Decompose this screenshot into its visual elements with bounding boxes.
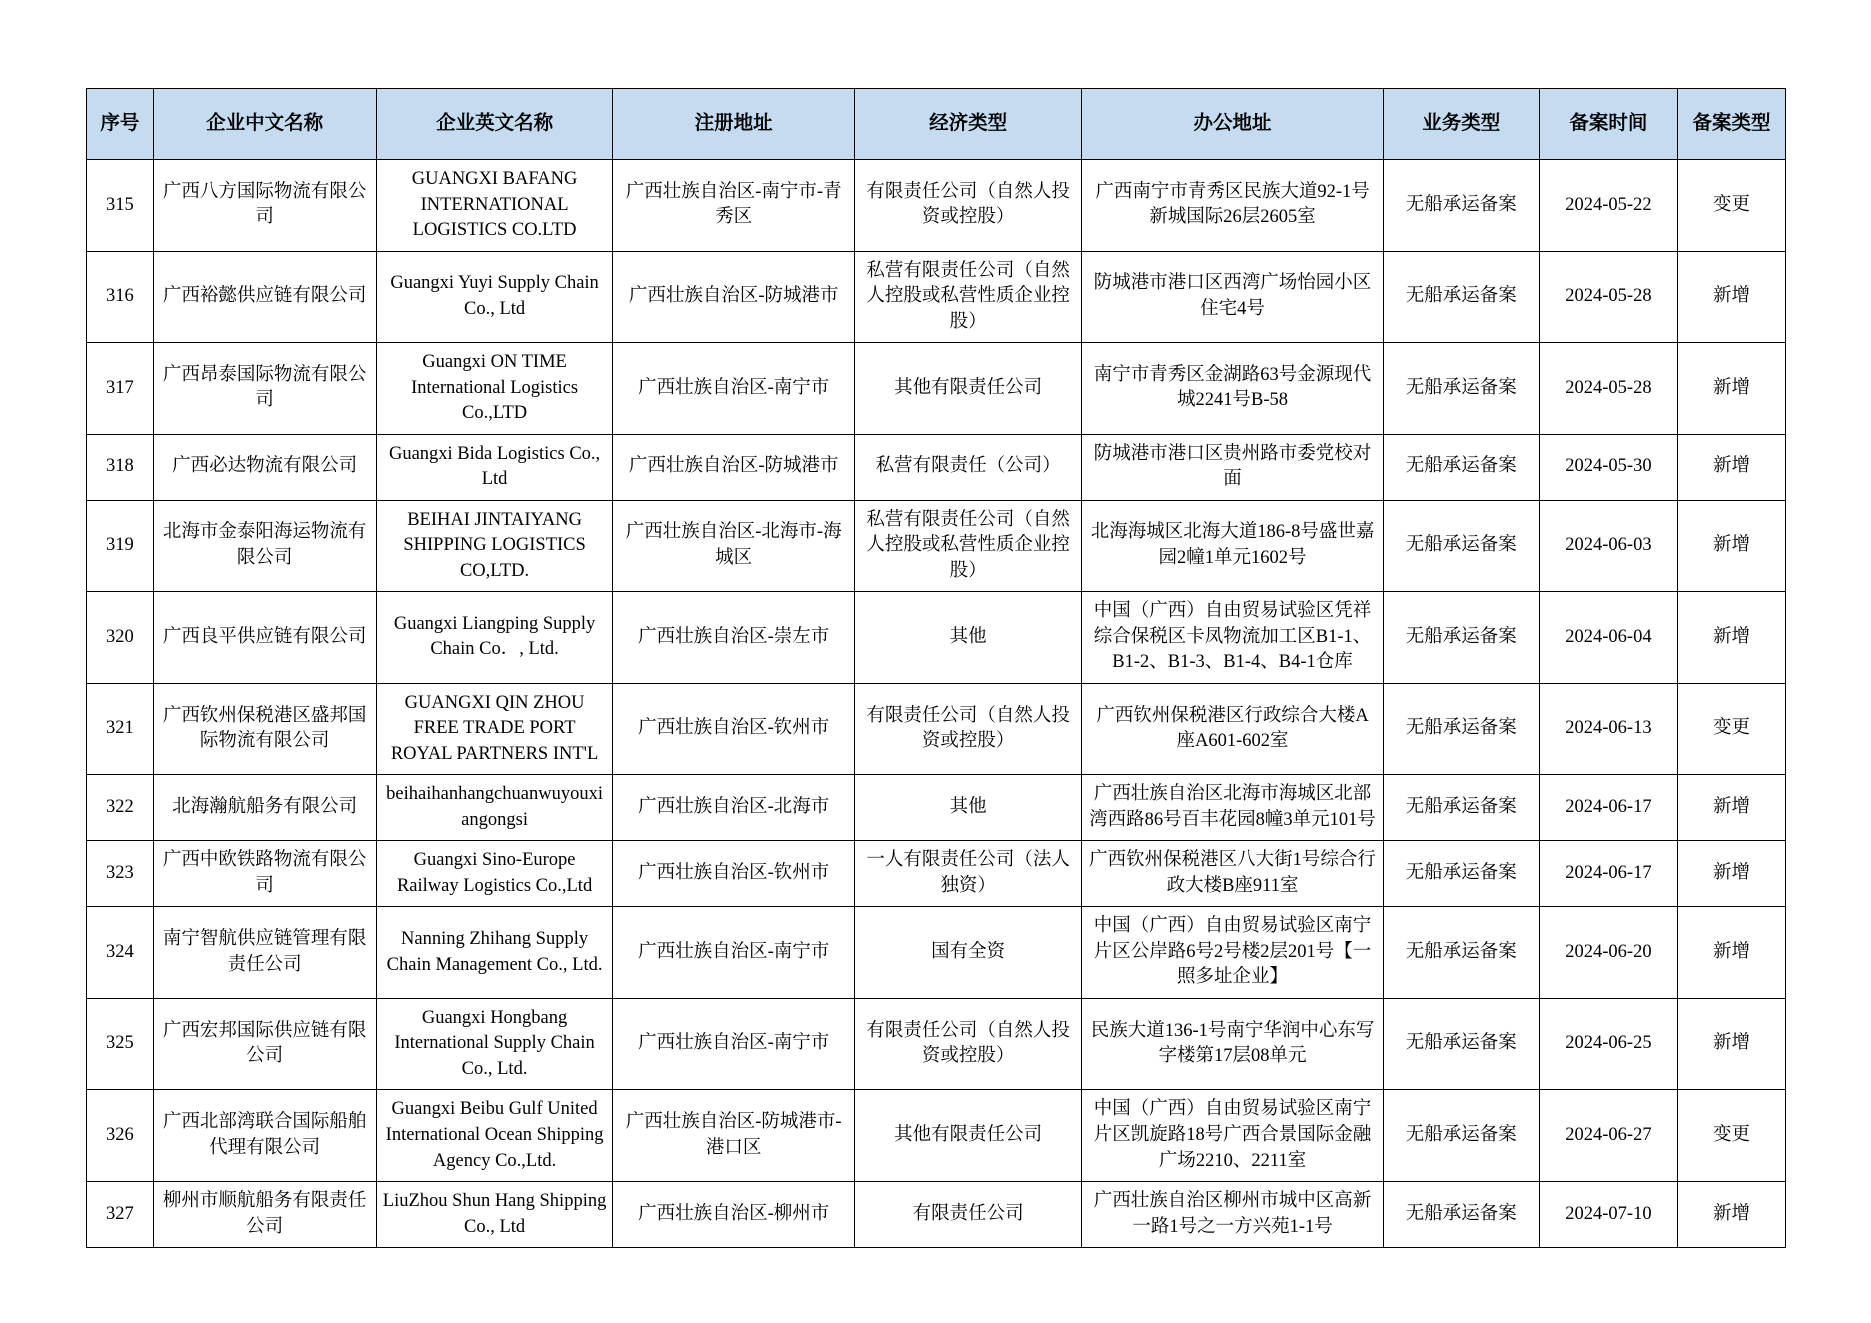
cell-name-cn: 北海瀚航船务有限公司 <box>153 775 376 841</box>
cell-name-cn: 北海市金泰阳海运物流有限公司 <box>153 500 376 592</box>
cell-reg-address: 广西壮族自治区-防城港市 <box>613 434 854 500</box>
cell-name-cn: 广西八方国际物流有限公司 <box>153 160 376 252</box>
cell-index: 321 <box>87 683 154 775</box>
cell-economic-type: 其他有限责任公司 <box>854 1090 1082 1182</box>
cell-name-cn: 广西北部湾联合国际船舶代理有限公司 <box>153 1090 376 1182</box>
column-header-index: 序号 <box>87 89 154 160</box>
cell-office-address: 防城港市港口区贵州路市委党校对面 <box>1082 434 1383 500</box>
cell-record-type: 新增 <box>1677 841 1785 907</box>
cell-name-cn: 广西必达物流有限公司 <box>153 434 376 500</box>
cell-economic-type: 一人有限责任公司（法人独资） <box>854 841 1082 907</box>
cell-record-type: 变更 <box>1677 1090 1785 1182</box>
cell-business-type: 无船承运备案 <box>1383 592 1539 684</box>
cell-reg-address: 广西壮族自治区-南宁市 <box>613 343 854 435</box>
cell-name-en: Guangxi ON TIME International Logistics Co.,LTD <box>376 343 613 435</box>
nvocc-records-table <box>86 88 1786 1248</box>
table-row <box>87 592 1786 684</box>
cell-name-cn: 广西裕懿供应链有限公司 <box>153 251 376 343</box>
table-row <box>87 251 1786 343</box>
cell-record-type: 变更 <box>1677 160 1785 252</box>
cell-reg-address: 广西壮族自治区-柳州市 <box>613 1182 854 1248</box>
cell-office-address: 广西南宁市青秀区民族大道92-1号新城国际26层2605室 <box>1082 160 1383 252</box>
column-header-office-address: 办公地址 <box>1082 89 1383 160</box>
cell-business-type: 无船承运备案 <box>1383 343 1539 435</box>
cell-office-address: 民族大道136-1号南宁华润中心东写字楼第17层08单元 <box>1082 998 1383 1090</box>
cell-record-type: 变更 <box>1677 683 1785 775</box>
cell-name-cn: 南宁智航供应链管理有限责任公司 <box>153 907 376 999</box>
cell-record-date: 2024-06-04 <box>1539 592 1677 684</box>
cell-office-address: 广西壮族自治区北海市海城区北部湾西路86号百丰花园8幢3单元101号 <box>1082 775 1383 841</box>
cell-name-cn: 广西中欧铁路物流有限公司 <box>153 841 376 907</box>
cell-office-address: 防城港市港口区西湾广场怡园小区住宅4号 <box>1082 251 1383 343</box>
cell-business-type: 无船承运备案 <box>1383 500 1539 592</box>
cell-index: 323 <box>87 841 154 907</box>
column-header-business-type: 业务类型 <box>1383 89 1539 160</box>
cell-index: 320 <box>87 592 154 684</box>
cell-record-type: 新增 <box>1677 343 1785 435</box>
cell-record-type: 新增 <box>1677 592 1785 684</box>
cell-record-date: 2024-05-28 <box>1539 343 1677 435</box>
cell-office-address: 北海海城区北海大道186-8号盛世嘉园2幢1单元1602号 <box>1082 500 1383 592</box>
cell-name-en: GUANGXI BAFANG INTERNATIONAL LOGISTICS CO.LTD <box>376 160 613 252</box>
table-row <box>87 841 1786 907</box>
table-row <box>87 775 1786 841</box>
table-row <box>87 500 1786 592</box>
cell-reg-address: 广西壮族自治区-南宁市 <box>613 907 854 999</box>
cell-record-type: 新增 <box>1677 500 1785 592</box>
cell-record-date: 2024-05-28 <box>1539 251 1677 343</box>
cell-name-cn: 广西钦州保税港区盛邦国际物流有限公司 <box>153 683 376 775</box>
cell-record-date: 2024-06-20 <box>1539 907 1677 999</box>
cell-name-en: Nanning Zhihang Supply Chain Management Co., Ltd. <box>376 907 613 999</box>
cell-economic-type: 其他 <box>854 592 1082 684</box>
cell-reg-address: 广西壮族自治区-南宁市-青秀区 <box>613 160 854 252</box>
cell-reg-address: 广西壮族自治区-南宁市 <box>613 998 854 1090</box>
cell-index: 317 <box>87 343 154 435</box>
cell-office-address: 南宁市青秀区金湖路63号金源现代城2241号B-58 <box>1082 343 1383 435</box>
cell-reg-address: 广西壮族自治区-钦州市 <box>613 683 854 775</box>
cell-reg-address: 广西壮族自治区-钦州市 <box>613 841 854 907</box>
cell-record-type: 新增 <box>1677 907 1785 999</box>
table-row <box>87 343 1786 435</box>
cell-name-cn: 广西昂泰国际物流有限公司 <box>153 343 376 435</box>
table-row <box>87 998 1786 1090</box>
cell-economic-type: 有限责任公司（自然人投资或控股） <box>854 683 1082 775</box>
cell-business-type: 无船承运备案 <box>1383 251 1539 343</box>
cell-index: 322 <box>87 775 154 841</box>
cell-economic-type: 私营有限责任（公司） <box>854 434 1082 500</box>
table-row <box>87 434 1786 500</box>
cell-name-en: beihaihanhangchuanwuyouxiangongsi <box>376 775 613 841</box>
cell-record-type: 新增 <box>1677 1182 1785 1248</box>
cell-office-address: 中国（广西）自由贸易试验区南宁片区凯旋路18号广西合景国际金融广场2210、2211室 <box>1082 1090 1383 1182</box>
cell-business-type: 无船承运备案 <box>1383 841 1539 907</box>
cell-reg-address: 广西壮族自治区-防城港市 <box>613 251 854 343</box>
cell-office-address: 广西钦州保税港区行政综合大楼A座A601-602室 <box>1082 683 1383 775</box>
cell-index: 315 <box>87 160 154 252</box>
cell-name-cn: 柳州市顺航船务有限责任公司 <box>153 1182 376 1248</box>
cell-economic-type: 国有全资 <box>854 907 1082 999</box>
cell-reg-address: 广西壮族自治区-崇左市 <box>613 592 854 684</box>
column-header-record-type: 备案类型 <box>1677 89 1785 160</box>
cell-business-type: 无船承运备案 <box>1383 907 1539 999</box>
cell-record-date: 2024-06-03 <box>1539 500 1677 592</box>
cell-economic-type: 有限责任公司 <box>854 1182 1082 1248</box>
cell-record-date: 2024-06-13 <box>1539 683 1677 775</box>
cell-business-type: 无船承运备案 <box>1383 434 1539 500</box>
cell-record-type: 新增 <box>1677 434 1785 500</box>
cell-economic-type: 有限责任公司（自然人投资或控股） <box>854 998 1082 1090</box>
column-header-name-cn: 企业中文名称 <box>153 89 376 160</box>
cell-record-type: 新增 <box>1677 998 1785 1090</box>
cell-business-type: 无船承运备案 <box>1383 1182 1539 1248</box>
cell-office-address: 广西壮族自治区柳州市城中区高新一路1号之一方兴苑1-1号 <box>1082 1182 1383 1248</box>
cell-economic-type: 私营有限责任公司（自然人控股或私营性质企业控股） <box>854 251 1082 343</box>
cell-reg-address: 广西壮族自治区-防城港市-港口区 <box>613 1090 854 1182</box>
cell-name-en: Guangxi Liangping Supply Chain Co．, Ltd. <box>376 592 613 684</box>
cell-office-address: 中国（广西）自由贸易试验区南宁片区公岸路6号2号楼2层201号【一照多址企业】 <box>1082 907 1383 999</box>
cell-reg-address: 广西壮族自治区-北海市 <box>613 775 854 841</box>
cell-name-en: Guangxi Sino-Europe Railway Logistics Co.,Ltd <box>376 841 613 907</box>
table-row <box>87 1182 1786 1248</box>
cell-business-type: 无船承运备案 <box>1383 1090 1539 1182</box>
cell-name-en: Guangxi Yuyi Supply Chain Co., Ltd <box>376 251 613 343</box>
cell-economic-type: 有限责任公司（自然人投资或控股） <box>854 160 1082 252</box>
cell-name-cn: 广西良平供应链有限公司 <box>153 592 376 684</box>
cell-record-date: 2024-06-25 <box>1539 998 1677 1090</box>
cell-economic-type: 私营有限责任公司（自然人控股或私营性质企业控股） <box>854 500 1082 592</box>
cell-index: 326 <box>87 1090 154 1182</box>
cell-record-date: 2024-06-27 <box>1539 1090 1677 1182</box>
column-header-record-date: 备案时间 <box>1539 89 1677 160</box>
cell-record-date: 2024-05-22 <box>1539 160 1677 252</box>
cell-record-type: 新增 <box>1677 251 1785 343</box>
cell-record-date: 2024-07-10 <box>1539 1182 1677 1248</box>
cell-name-cn: 广西宏邦国际供应链有限公司 <box>153 998 376 1090</box>
cell-business-type: 无船承运备案 <box>1383 160 1539 252</box>
cell-index: 325 <box>87 998 154 1090</box>
cell-business-type: 无船承运备案 <box>1383 683 1539 775</box>
table-row <box>87 683 1786 775</box>
cell-office-address: 广西钦州保税港区八大街1号综合行政大楼B座911室 <box>1082 841 1383 907</box>
cell-business-type: 无船承运备案 <box>1383 775 1539 841</box>
cell-reg-address: 广西壮族自治区-北海市-海城区 <box>613 500 854 592</box>
cell-index: 319 <box>87 500 154 592</box>
table-body <box>87 160 1786 1248</box>
cell-record-date: 2024-06-17 <box>1539 841 1677 907</box>
column-header-name-en: 企业英文名称 <box>376 89 613 160</box>
table-header <box>87 89 1786 160</box>
table-row <box>87 907 1786 999</box>
column-header-reg-address: 注册地址 <box>613 89 854 160</box>
table-header-row <box>87 89 1786 160</box>
cell-name-en: BEIHAI JINTAIYANG SHIPPING LOGISTICS CO,LTD. <box>376 500 613 592</box>
cell-name-en: LiuZhou Shun Hang Shipping Co., Ltd <box>376 1182 613 1248</box>
cell-index: 316 <box>87 251 154 343</box>
cell-economic-type: 其他有限责任公司 <box>854 343 1082 435</box>
cell-index: 327 <box>87 1182 154 1248</box>
cell-name-en: Guangxi Beibu Gulf United International Ocean Shipping Agency Co.,Ltd. <box>376 1090 613 1182</box>
cell-record-date: 2024-05-30 <box>1539 434 1677 500</box>
cell-economic-type: 其他 <box>854 775 1082 841</box>
cell-record-type: 新增 <box>1677 775 1785 841</box>
cell-office-address: 中国（广西）自由贸易试验区凭祥综合保税区卡凤物流加工区B1-1、B1-2、B1-3、B1-4、B4-1仓库 <box>1082 592 1383 684</box>
column-header-economic-type: 经济类型 <box>854 89 1082 160</box>
cell-index: 324 <box>87 907 154 999</box>
table-row <box>87 160 1786 252</box>
cell-name-en: Guangxi Hongbang International Supply Chain Co., Ltd. <box>376 998 613 1090</box>
cell-record-date: 2024-06-17 <box>1539 775 1677 841</box>
cell-name-en: GUANGXI QIN ZHOU FREE TRADE PORT ROYAL PARTNERS INT'L <box>376 683 613 775</box>
cell-index: 318 <box>87 434 154 500</box>
cell-business-type: 无船承运备案 <box>1383 998 1539 1090</box>
table-row <box>87 1090 1786 1182</box>
cell-name-en: Guangxi Bida Logistics Co., Ltd <box>376 434 613 500</box>
